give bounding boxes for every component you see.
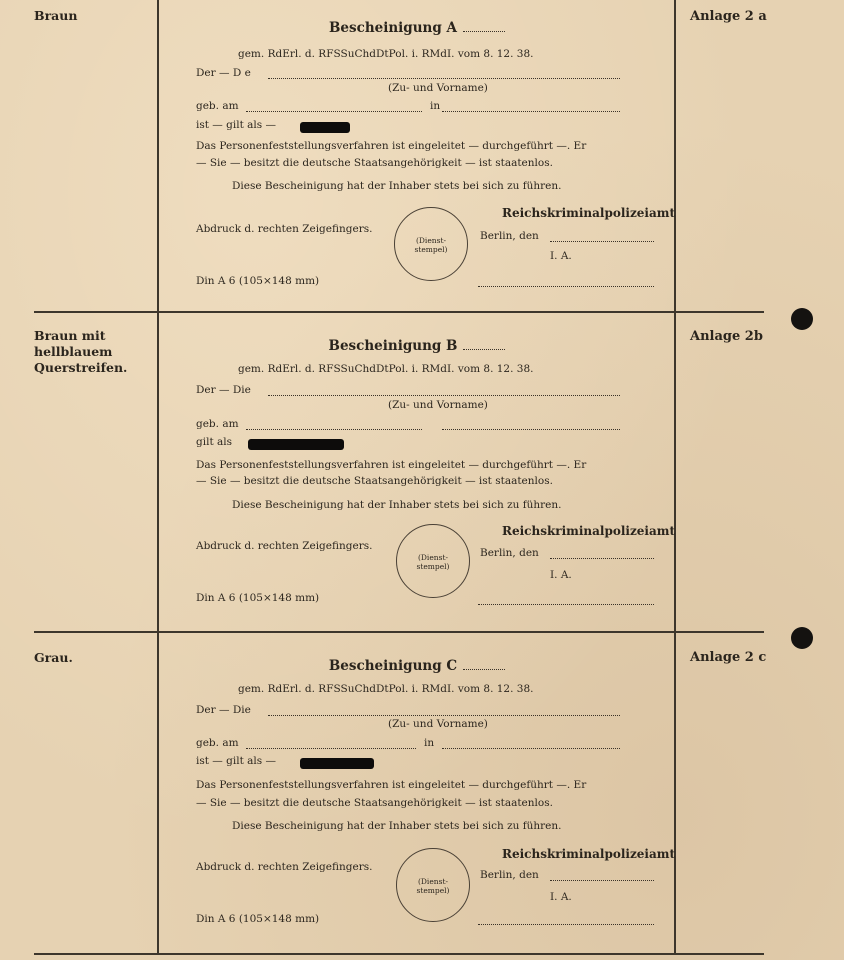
name-caption-b: (Zu- und Vorname) [388, 399, 488, 411]
title-fill-line-b [463, 339, 505, 350]
inhaber-line-c: Diese Bescheinigung hat der Inhaber stets bei sich zu führen. [232, 820, 562, 832]
abdruck-label-b: Abdruck d. rechten Zeigefingers. [196, 540, 373, 552]
signature-line-a [478, 285, 654, 287]
abdruck-label-c: Abdruck d. rechten Zeigefingers. [196, 861, 373, 873]
anlage-label-b: Anlage 2b [690, 329, 763, 344]
name-caption-a: (Zu- und Vorname) [388, 82, 488, 94]
verfahren-line1-a: Das Personenfeststellungsverfahren ist eingeleitet — durchgeführt —. Er [196, 140, 587, 152]
geb-fill-line-a [246, 110, 422, 112]
certificate-title-c-text: Bescheinigung C [328, 658, 458, 674]
inhaber-line-b: Diese Bescheinigung hat der Inhaber stets bei sich zu führen. [232, 499, 562, 511]
side-label-b-line2: hellblauem [34, 344, 113, 359]
section-divider-bc [34, 631, 764, 633]
stamp-text-line1-c: (Dienst- [417, 877, 448, 886]
gilt-label-c: ist — gilt als — [196, 755, 276, 767]
verfahren-line1-c: Das Personenfeststellungsverfahren ist eingeleitet — durchgeführt —. Er [196, 779, 587, 791]
title-fill-line-c [463, 659, 505, 670]
gilt-label-a: ist — gilt als — [196, 119, 276, 131]
certificate-title-a [160, 20, 674, 36]
certificate-title-b [160, 338, 674, 354]
signature-line-b [478, 603, 654, 605]
left-column-rule [157, 0, 159, 954]
anlage-label-a: Anlage 2 a [690, 9, 767, 24]
verfahren-line1-b: Das Personenfeststellungsverfahren ist eingeleitet — durchgeführt —. Er [196, 459, 587, 471]
decree-line-c: gem. RdErl. d. RFSSuChdDtPol. i. RMdI. vom 8. 12. 38. [238, 683, 534, 695]
certificate-title-c [160, 658, 674, 674]
redaction-bar-a [300, 122, 350, 133]
certificate-form-c [160, 638, 674, 948]
gilt-label-b: gilt als [196, 436, 233, 448]
din-label-c: Din A 6 (105×148 mm) [196, 913, 320, 925]
name-fill-line-a [268, 77, 620, 79]
side-label-b-line3: Querstreifen. [34, 360, 128, 375]
redaction-bar-c [300, 758, 374, 769]
in-fill-line-c [442, 747, 620, 749]
din-label-a: Din A 6 (105×148 mm) [196, 275, 320, 287]
date-fill-line-a [550, 240, 654, 242]
berlin-label-a: Berlin, den [480, 230, 539, 242]
inhaber-line-a: Diese Bescheinigung hat der Inhaber stets bei sich zu führen. [232, 180, 562, 192]
geb-label-c: geb. am [196, 737, 239, 749]
certificate-title-a-text: Bescheinigung A [329, 20, 457, 36]
decree-line-a: gem. RdErl. d. RFSSuChdDtPol. i. RMdI. vom 8. 12. 38. [238, 48, 534, 60]
side-label-b-line1: Braun mit [34, 328, 106, 343]
stamp-text-line2-b: stempel) [416, 562, 450, 571]
der-label-a: Der — D e [196, 67, 251, 79]
side-label-a: Braun [34, 8, 78, 23]
verfahren-line2-a: — Sie — besitzt die deutsche Staatsangehörigkeit — ist staatenlos. [196, 157, 553, 169]
in-fill-line-a [442, 110, 620, 112]
name-caption-c: (Zu- und Vorname) [388, 718, 488, 730]
in-label-a: in [430, 100, 441, 112]
din-label-b: Din A 6 (105×148 mm) [196, 592, 320, 604]
date-fill-line-b [550, 557, 654, 559]
der-label-b: Der — Die [196, 384, 251, 396]
name-fill-line-b [268, 394, 620, 396]
stamp-text-line2-a: stempel) [414, 245, 448, 254]
berlin-label-c: Berlin, den [480, 869, 539, 881]
right-column-rule [674, 0, 676, 954]
date-fill-line-c [550, 879, 654, 881]
stamp-text-line2-c: stempel) [416, 886, 450, 895]
office-name-a: Reichskriminalpolizeiamt [502, 206, 675, 220]
section-divider-ab [34, 311, 764, 313]
redaction-bar-b [248, 439, 344, 450]
stamp-circle-c [396, 848, 470, 922]
der-label-c: Der — Die [196, 704, 251, 716]
certificate-form-b [160, 318, 674, 628]
stamp-text-line1-a: (Dienst- [415, 236, 446, 245]
decree-line-b: gem. RdErl. d. RFSSuChdDtPol. i. RMdI. vom 8. 12. 38. [238, 363, 534, 375]
verfahren-line2-c: — Sie — besitzt die deutsche Staatsangehörigkeit — ist staatenlos. [196, 797, 553, 809]
berlin-label-b: Berlin, den [480, 547, 539, 559]
geb-label-a: geb. am [196, 100, 239, 112]
stamp-text-line1-b: (Dienst- [417, 553, 448, 562]
ia-label-c: I. A. [550, 891, 572, 903]
name-fill-line-c [268, 714, 620, 716]
geb-label-b: geb. am [196, 418, 239, 430]
punch-hole-upper [791, 308, 813, 330]
ia-label-a: I. A. [550, 250, 572, 262]
anlage-label-c: Anlage 2 c [690, 650, 767, 665]
geb-fill-line-b [246, 428, 422, 430]
signature-line-c [478, 923, 654, 925]
geb-fill-line-c [246, 747, 416, 749]
abdruck-label-a: Abdruck d. rechten Zeigefingers. [196, 223, 373, 235]
side-label-c: Grau. [34, 650, 73, 665]
punch-hole-lower [791, 627, 813, 649]
ia-label-b: I. A. [550, 569, 572, 581]
stamp-circle-a [394, 207, 468, 281]
bottom-rule [34, 953, 764, 955]
office-name-c: Reichskriminalpolizeiamt [502, 847, 675, 861]
title-fill-line-a [463, 21, 505, 32]
certificate-title-b-text: Bescheinigung B [328, 338, 458, 354]
side-label-b [34, 328, 127, 376]
in-label-c: in [424, 737, 435, 749]
place-fill-line-b [442, 428, 620, 430]
verfahren-line2-b: — Sie — besitzt die deutsche Staatsangehörigkeit — ist staatenlos. [196, 475, 553, 487]
stamp-circle-b [396, 524, 470, 598]
certificate-form-a [160, 0, 674, 310]
office-name-b: Reichskriminalpolizeiamt [502, 524, 675, 538]
